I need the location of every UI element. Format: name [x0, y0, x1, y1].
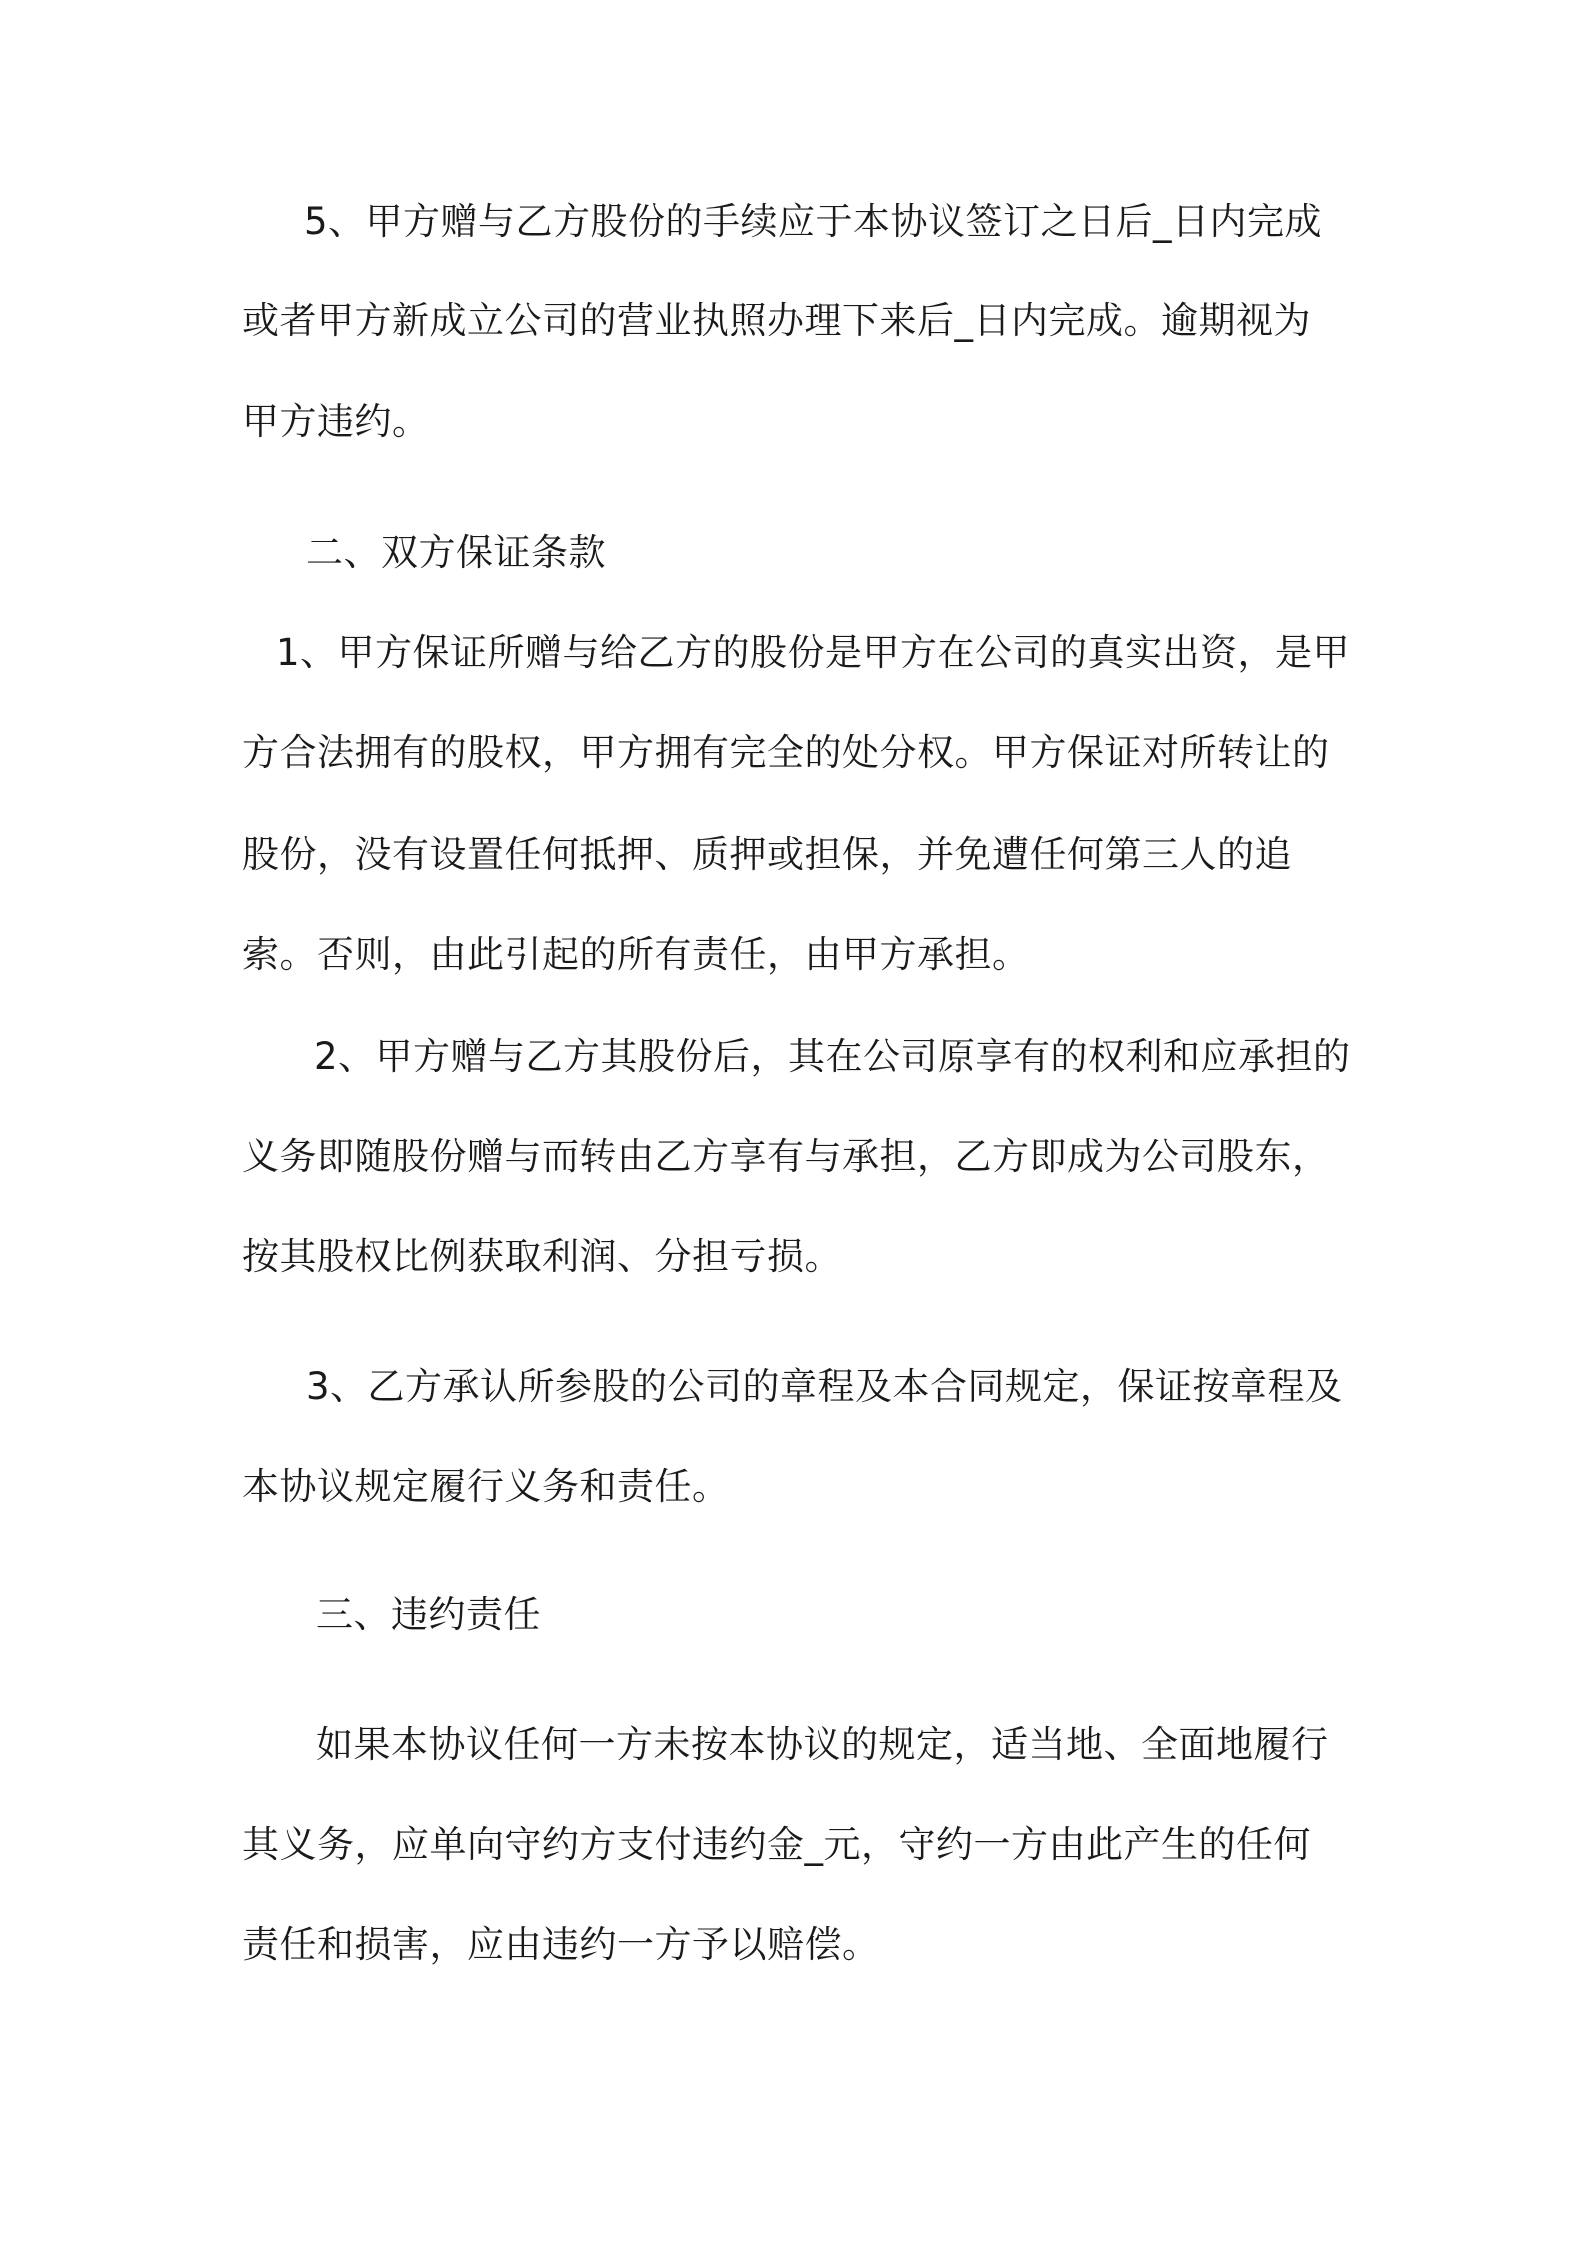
clause-2-2-line-1: 2、甲方赠与乙方其股份后，其在公司原享有的权利和应承担的 — [314, 1035, 1351, 1078]
clause-2-1-line-1: 1、甲方保证所赠与给乙方的股份是甲方在公司的真实出资，是甲 — [276, 631, 1351, 674]
clause-5-line-2: 或者甲方新成立公司的营业执照办理下来后_日内完成。逾期视为 — [242, 299, 1311, 342]
clause-2-1-line-4: 索。否则，由此引起的所有责任，由甲方承担。 — [242, 933, 1030, 976]
clause-2-1-line-3: 股份，没有设置任何抵押、质押或担保，并免遭任何第三人的追 — [242, 833, 1292, 876]
section-3-line-3: 责任和损害，应由违约一方予以赔偿。 — [242, 1923, 880, 1966]
clause-5-line-1: 5、甲方赠与乙方股份的手续应于本协议签订之日后_日内完成 — [304, 200, 1323, 243]
section-2-heading: 二、双方保证条款 — [306, 531, 606, 574]
clause-2-3-line-2: 本协议规定履行义务和责任。 — [242, 1465, 730, 1508]
clause-5-line-3: 甲方违约。 — [242, 400, 430, 443]
section-3-line-2: 其义务，应单向守约方支付违约金_元，守约一方由此产生的任何 — [242, 1823, 1311, 1866]
section-3-line-1: 如果本协议任何一方未按本协议的规定，适当地、全面地履行 — [316, 1723, 1329, 1766]
clause-2-3-line-1: 3、乙方承认所参股的公司的章程及本合同规定，保证按章程及 — [306, 1365, 1343, 1408]
clause-2-2-line-3: 按其股权比例获取利润、分担亏损。 — [242, 1235, 842, 1278]
section-3-heading: 三、违约责任 — [316, 1593, 541, 1636]
clause-2-1-line-2: 方合法拥有的股权，甲方拥有完全的处分权。甲方保证对所转让的 — [242, 731, 1330, 774]
clause-2-2-line-2: 义务即随股份赠与而转由乙方享有与承担，乙方即成为公司股东， — [242, 1135, 1330, 1178]
